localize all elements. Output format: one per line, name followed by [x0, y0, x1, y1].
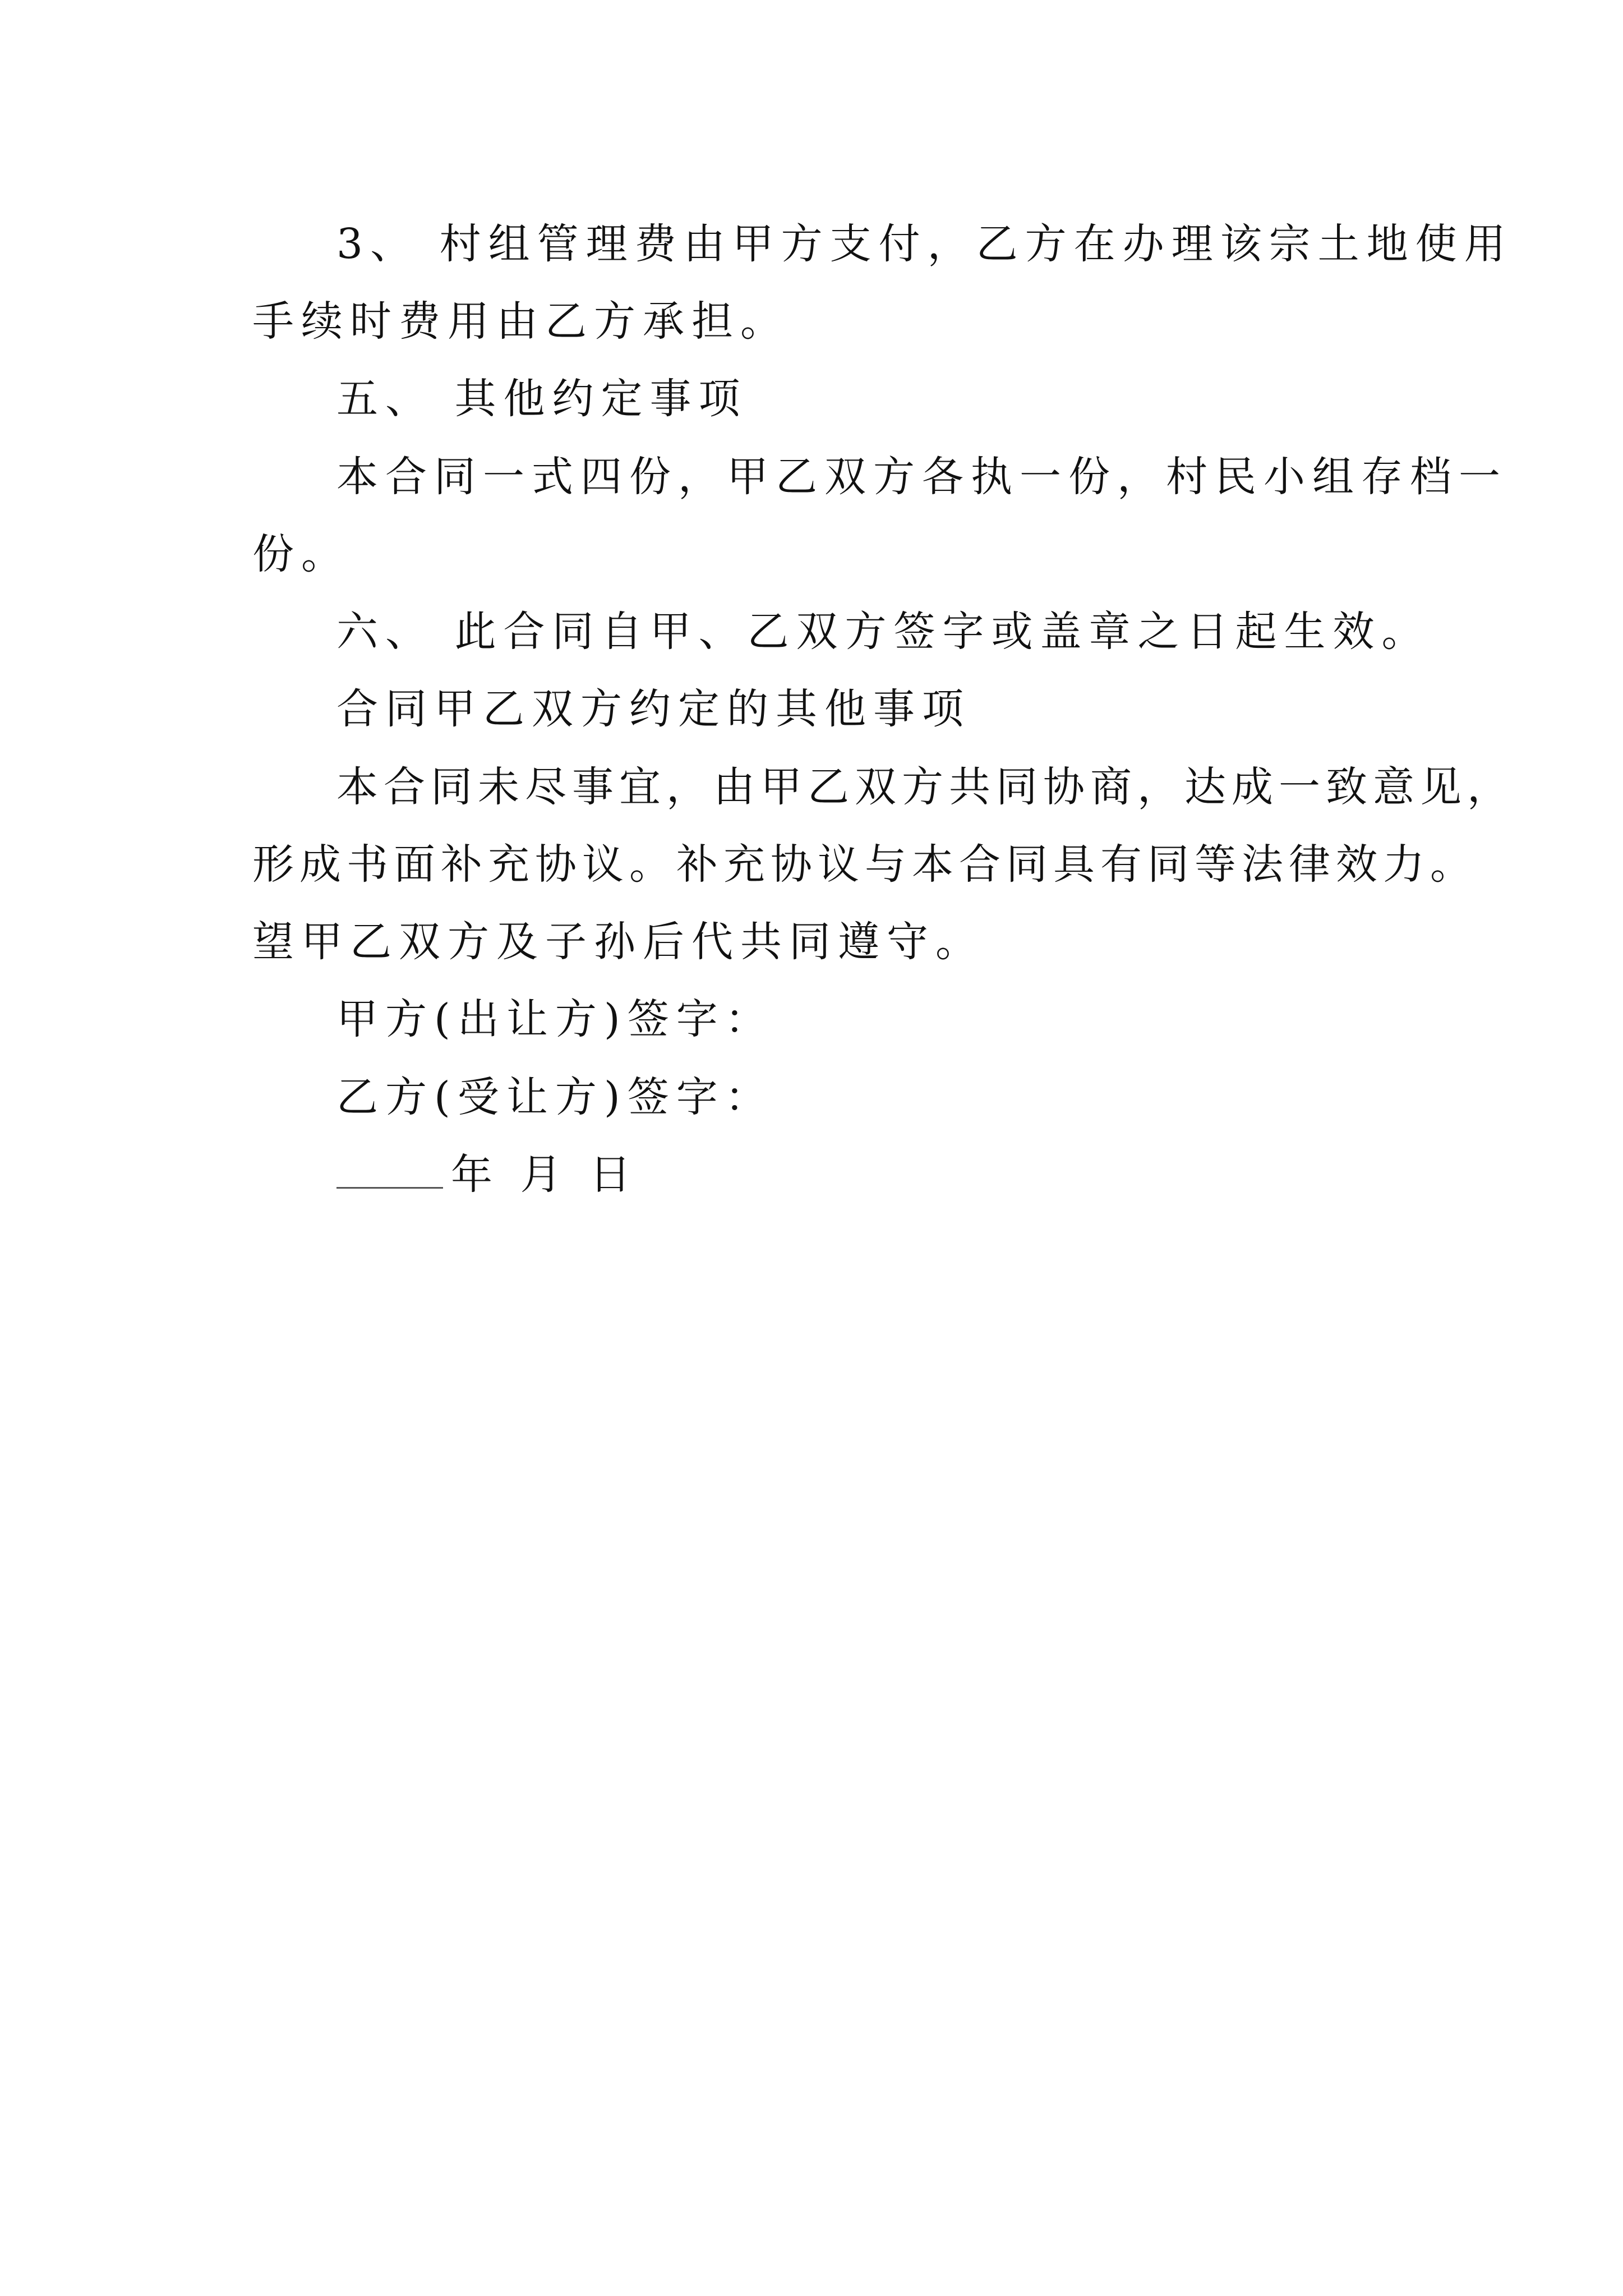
paragraph-line: 形成书面补充协议。补充协议与本合同具有同等法律效力。	[252, 840, 1477, 889]
paragraph-line: 份。	[252, 530, 350, 578]
date-blank	[336, 1148, 443, 1189]
section-heading: 五、 其他约定事项	[336, 375, 748, 423]
paragraph-line: 本合同一式四份，甲乙双方各执一份，村民小组存档一	[336, 453, 1507, 501]
date-line	[336, 1147, 1514, 1203]
section-heading: 六、 此合同自甲、乙双方签字或盖章之日起生效。	[336, 608, 1431, 656]
date-text: 年 月 日	[451, 1151, 639, 1199]
paragraph-line: 3、 村组管理费由甲方支付，乙方在办理该宗土地使用	[336, 220, 1513, 268]
signature-line-party-b: 乙方(受让方)签字：	[336, 1073, 774, 1121]
signature-line-party-a: 甲方(出让方)签字：	[336, 995, 774, 1043]
paragraph-line: 望甲乙双方及子孙后代共同遵守。	[252, 918, 984, 966]
paragraph-line: 合同甲乙双方约定的其他事项	[336, 685, 971, 733]
paragraph-line: 本合同未尽事宜，由甲乙双方共同协商，达成一致意见，	[336, 763, 1514, 811]
paragraph-line: 手续时费用由乙方承担。	[252, 297, 789, 346]
